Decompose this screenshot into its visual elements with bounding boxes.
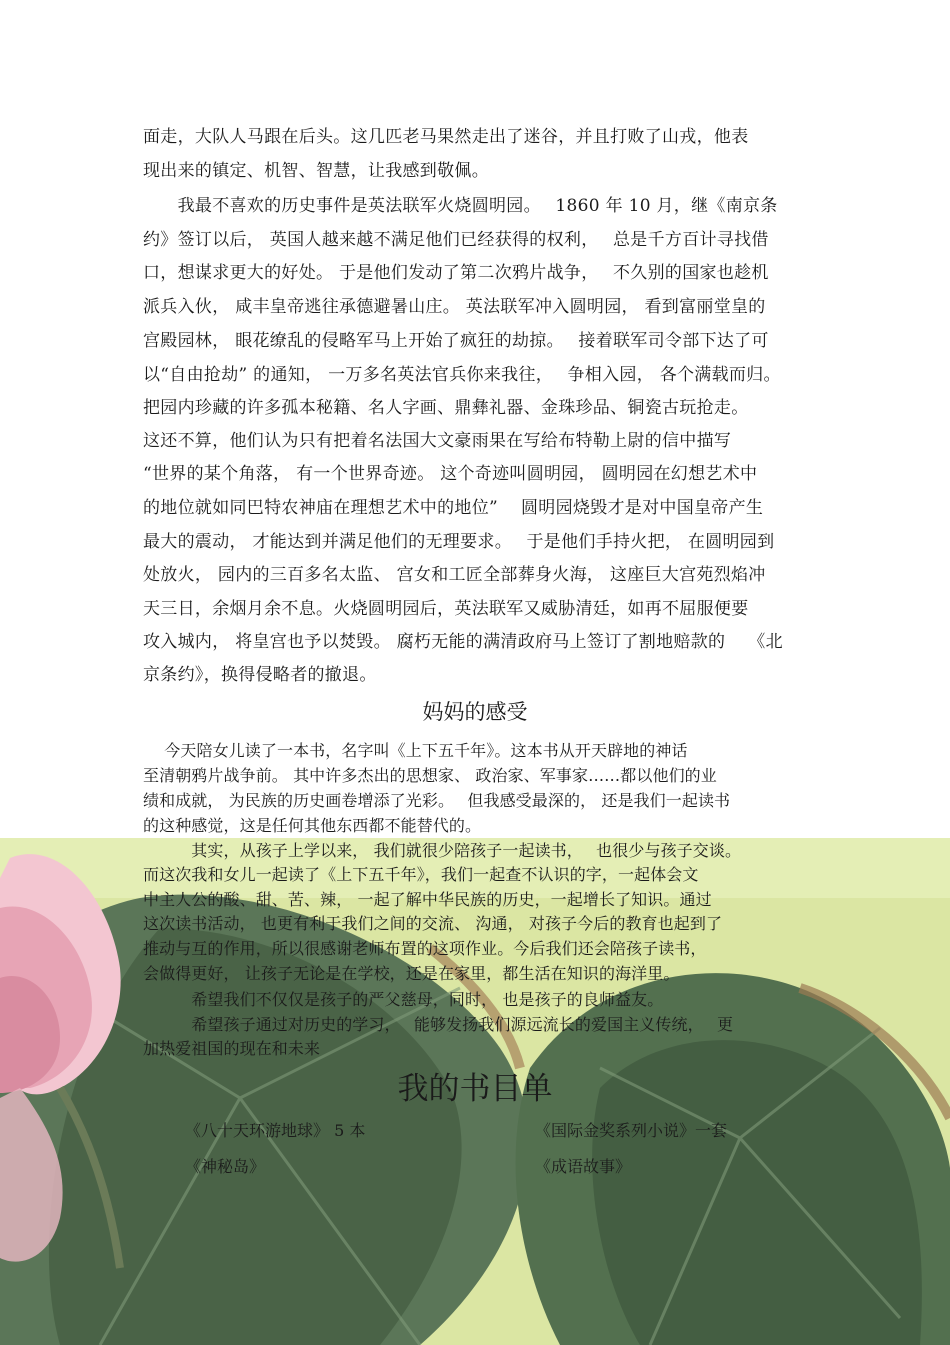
essay1-line: 的地位就如同巴特农神庙在理想艺术中的地位” 圆明园烧毁才是对中国皇帝产生: [143, 498, 764, 518]
essay1-line: 宫殿园林， 眼花缭乱的侵略军马上开始了疯狂的劫掠。 接着联军司令部下达了可: [143, 331, 769, 351]
book-item: 《成语故事》: [535, 1157, 632, 1176]
essay2-line: 而这次我和女儿一起读了《上下五千年》，我们一起查不认识的字，一起体会文: [143, 865, 699, 884]
essay1-line: 以“自由抢劫” 的通知， 一万多名英法官兵你来我往， 争相入园， 各个满载而归。: [143, 365, 781, 385]
essay2-line: 今天陪女儿读了一本书，名字叫《上下五千年》。这本书从开天辟地的神话: [143, 741, 688, 760]
essay2-line: 其实，从孩子上学以来， 我们就很少陪孩子一起读书， 也很少与孩子交谈。: [143, 841, 742, 860]
essay1-line: 约》签订以后， 英国人越来越不满足他们已经获得的权利， 总是千方百计寻找借: [143, 230, 769, 250]
essay2-line: 这次读书活动， 也更有利于我们之间的交流、 沟通， 对孩子今后的教育也起到了: [143, 914, 723, 933]
essay2-line: 希望我们不仅仅是孩子的严父慈母，同时， 也是孩子的良师益友。: [143, 990, 664, 1009]
essay1-line: 我最不喜欢的历史事件是英法联军火烧圆明园。 1860 年 10 月，继《南京条: [143, 196, 778, 216]
book-item: 《神秘岛》: [185, 1157, 266, 1176]
essay1-line: 现出来的镇定、机智、智慧，让我感到敬佩。: [143, 161, 489, 181]
book-item: 《八十天环游地球》 5 本: [185, 1121, 366, 1140]
booklist-title: 我的书目单: [397, 1071, 553, 1107]
essay1-line: 这还不算，他们认为只有把着名法国大文豪雨果在写给布特勒上尉的信中描写: [143, 431, 732, 451]
essay1-line: 京条约》，换得侵略者的撤退。: [143, 665, 377, 685]
essay1-line: 处放火， 园内的三百多名太监、 宫女和工匠全部葬身火海， 这座巨大宫苑烈焰冲: [143, 565, 766, 585]
essay2-line: 的这种感觉，这是任何其他东西都不能替代的。: [143, 816, 482, 835]
essay2-line: 加热爱祖国的现在和未来: [143, 1039, 321, 1058]
essay2-line: 绩和成就， 为民族的历史画卷增添了光彩。 但我感受最深的， 还是我们一起读书: [143, 791, 731, 810]
essay1-line: “世界的某个角落， 有一个世界奇迹。 这个奇迹叫圆明园， 圆明园在幻想艺术中: [143, 464, 758, 484]
book-item: 《国际金奖系列小说》一套: [535, 1121, 728, 1140]
essay1-line: 天三日，余烟月余不息。火烧圆明园后，英法联军又威胁清廷，如再不屈服便要: [143, 599, 749, 619]
essay2-line: 中主人公的酸、甜、苦、辣， 一起了解中华民族的历史，一起增长了知识。通过: [143, 890, 712, 909]
essay2-line: 推动与互的作用，所以很感谢老师布置的这项作业。今后我们还会陪孩子读书，: [143, 939, 707, 958]
essay2-line: 至清朝鸦片战争前。 其中许多杰出的思想家、 政治家、军事家……都以他们的业: [143, 766, 717, 785]
essay1-line: 面走，大队人马跟在后头。这几匹老马果然走出了迷谷，并且打败了山戎，他表: [143, 127, 749, 147]
essay2-line: 希望孩子通过对历史的学习， 能够发扬我们源远流长的爱国主义传统， 更: [143, 1015, 734, 1034]
essay1-line: 把园内珍藏的许多孤本秘籍、名人字画、鼎彝礼器、金珠珍品、铜瓷古玩抢走。: [143, 398, 749, 418]
essay1-line: 最大的震动， 才能达到并满足他们的无理要求。 于是他们手持火把， 在圆明园到: [143, 532, 775, 552]
essay1-line: 口，想谋求更大的好处。 于是他们发动了第二次鸦片战争， 不久别的国家也趁机: [143, 263, 769, 283]
essay1-line: 攻入城内， 将皇宫也予以焚毁。 腐朽无能的满清政府马上签订了割地赔款的 《北: [143, 632, 783, 652]
essay1-line: 派兵入伙， 咸丰皇帝逃往承德避暑山庄。 英法联军冲入圆明园， 看到富丽堂皇的: [143, 297, 766, 317]
essay2-line: 会做得更好， 让孩子无论是在学校，还是在家里，都生活在知识的海洋里。: [143, 964, 680, 983]
essay2-title: 妈妈的感受: [422, 700, 528, 724]
